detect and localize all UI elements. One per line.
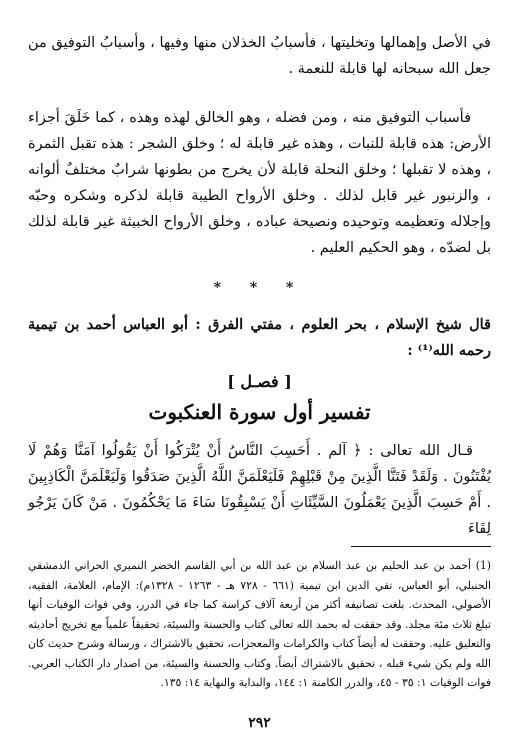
footnote-divider [351,546,491,547]
section-title: تفسير أول سورة العنكبوت [148,400,371,424]
footnote: (1) أحمد بن عبد الحليم بن عبد السلام بن عبد الله بن أبي القاسم الخضر النميري الحراني الدمشقي الحنبلي، أبو العباس، تقي الدين ابن تيمية (٦٦١ - ٧٢٨ هـ - ١٢٦٣ - ١٣٢٨م): الإمام، العلامة، الفقيه، الأصولي، المحدث. بلغت تصانيفه أكثر من أربعة آلاف كراسة كما جاء في الدرر، وفي فوات الوفيات أنها تبلغ ثلاث مئة مجلد. وقد حققت له بحمد الله تعالى كتاب والحسنة والسيئة، تحقيقاً علمياً مع تخريج أحاديثه والتعليق عليه. وحققت له أيضاً كتاب والكرامات والمعجزات، تحقيق بالاشتراك ، ورسالة وشرح حديث كان الله ولم يكن شيء قبله ، تحقيق بالاشتراك أيضاً. وكتاب والحسنة والسيئة، من اصدار دار الكتاب العربي. فوات الوفيات ١: ٣٥ - ٤٥، والدرر الكامنة ١: ١٤٤، والبداية والنهاية ١٤: ١٣٥. [28,559,491,689]
section-separator: * * * [213,280,306,296]
paragraph-intro: في الأصل وإهمالها وتخليتها ، فأسبابُ الخذلان منها وفيها ، وأسبابُ التوفيق من جعل الله سبحانه لها قابلة للنعمة . [28,35,491,77]
paragraph-attribution: قال شيخ الإسلام ، بحر العلوم ، مفتي الفرق : أبو العباس أحمد بن تيمية رحمه الله⁽¹⁾ : [28,316,491,359]
section-label: [ فصـل ] [227,372,292,391]
page-number: ٢٩٢ [248,715,271,731]
paragraph-causes-of-success: فأسباب التوفيق منه ، ومن فضله ، وهو الخالق لهذه وهذه ، كما خَلَقَ أجزاء الأرض: هذه قابلة للنبات ، وهذه غير قابلة له ؛ وخلق الشجر : هذه تقبل الثمرة ، وهذه لا تقبلها ؛ وخلق النحلة قابلة لأن يخرج من بطونها شرابٌ مختلفٌ ألوانه ، والزنبور غير قابل لذلك . وخلق الأرواح الطيبة قابلة لذكره وشكره وحبّه وإجلاله وتعظيمه وتوحيده ونصيحة عباده ، وخلق الأرواح الخبيثة غير قابلة لذلك بل لضدّه ، وهو الحكيم العليم . [28,110,491,256]
paragraph-quran-quote: قـال الله تعالى : ﴿ آلم . أَحَسِبَ النَّاسُ أَنْ يُتْرَكُوا أَنْ يَقُولُوا آمَنَّا وَهُمْ لَا يُفْتَنُونَ . وَلَقَدْ فَتَنَّا الَّذِينَ مِنْ قَبْلِهِمْ فَلَيَعْلَمَنَّ اللَّهُ الَّذِينَ صَدَقُوا وَلَيَعْلَمَنَّ الْكَاذِبِينَ . أَمْ حَسِبَ الَّذِينَ يَعْمَلُونَ السَّيِّئَاتِ أَنْ يَسْبِقُونَا سَاءَ مَا يَحْكُمُونَ . مَنْ كَانَ يَرْجُو لِقَاءَ [28,443,491,537]
